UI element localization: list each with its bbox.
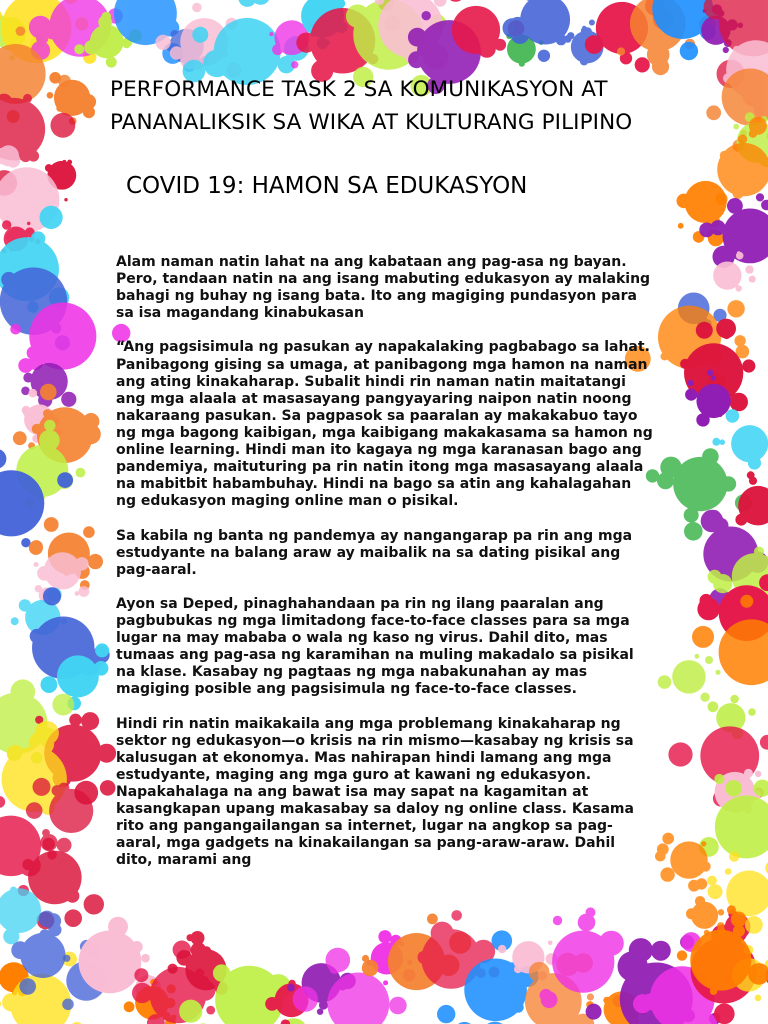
paragraph-5: Hindi rin natin maikakaila ang mga problemang kinakaharap ng sektor ng edukasyon—o krisis na rin mismo—kasabay ng krisis sa kalusugan at ekonomya. Mas nahirapan hindi lamang ang mga estudyante, maging ang mga guro at kawani ng edukasyon. Napakahalaga na ang bawat isa may sapat na kagamitan at kasangkapan upang makasabay sa daloy ng online class. Kasama rito ang pangangailangan sa internet, lugar na angkop sa pag-aaral, mga gadgets na kinakailangan sa pang-araw-araw. Dahil dito, marami ang	[116, 715, 634, 869]
paragraph-1: Alam naman natin lahat na ang kabataan ang pag-asa ng bayan. Pero, tandaan natin na ang isang mabuting edukasyon ay malaking bahagi ng buhay ng isang bata. Ito ang magiging pundasyon para sa isa magandang kinabukasan	[116, 254, 651, 322]
title-line-2: PANANALIKSIK SA WIKA AT KULTURANG PILIPINO	[110, 110, 633, 135]
document-subtitle: COVID 19: HAMON SA EDUKASYON	[126, 173, 528, 199]
title-line-1: PERFORMANCE TASK 2 SA KOMUNIKASYON AT	[110, 77, 608, 102]
paragraph-2: “Ang pagsisimula ng pasukan ay napakalaking pagbabago sa lahat. Panibagong gising sa umaga, at panibagong mga hamon na naman ang ating kinakaharap. Subalit hindi rin naman natin maitatangi ang mga alaala at masasayang pangyayaring naipon natin noong nakaraang pasukan. Sa pagpasok sa paaralan ay makakabuo tayo ng mga bagong kaibigan, mga kaibigang makakasama sa hamon ng online learning. Hindi man ito kagaya ng mga karanasan bago ang pandemiya, maituturing pa rin natin itong mga masasayang alaala na mabitbit habambuhay. Hindi na bago sa atin ang kahalagahan ng edukasyon maging online man o pisikal.	[116, 339, 653, 510]
paragraph-3: Sa kabila ng banta ng pandemya ay nangangarap pa rin ang mga estudyante na balang araw ay maibalik na sa dating pisikal ang pag-aaral.	[116, 527, 633, 578]
document-body	[116, 254, 656, 886]
document-title	[110, 73, 710, 139]
paragraph-4: Ayon sa Deped, pinaghahandaan pa rin ng ilang paaralan ang pagbubukas ng mga limitadong face-to-face classes para sa mga lugar na may mababa o wala ng kaso ng virus. Dahil dito, mas tumaas ang pag-asa ng karamihan na muling makadalo sa pisikal na klase. Kasabay ng pagtaas ng mga nabakunahan ay mas magiging posible ang pagsisimula ng face-to-face classes.	[116, 595, 634, 698]
